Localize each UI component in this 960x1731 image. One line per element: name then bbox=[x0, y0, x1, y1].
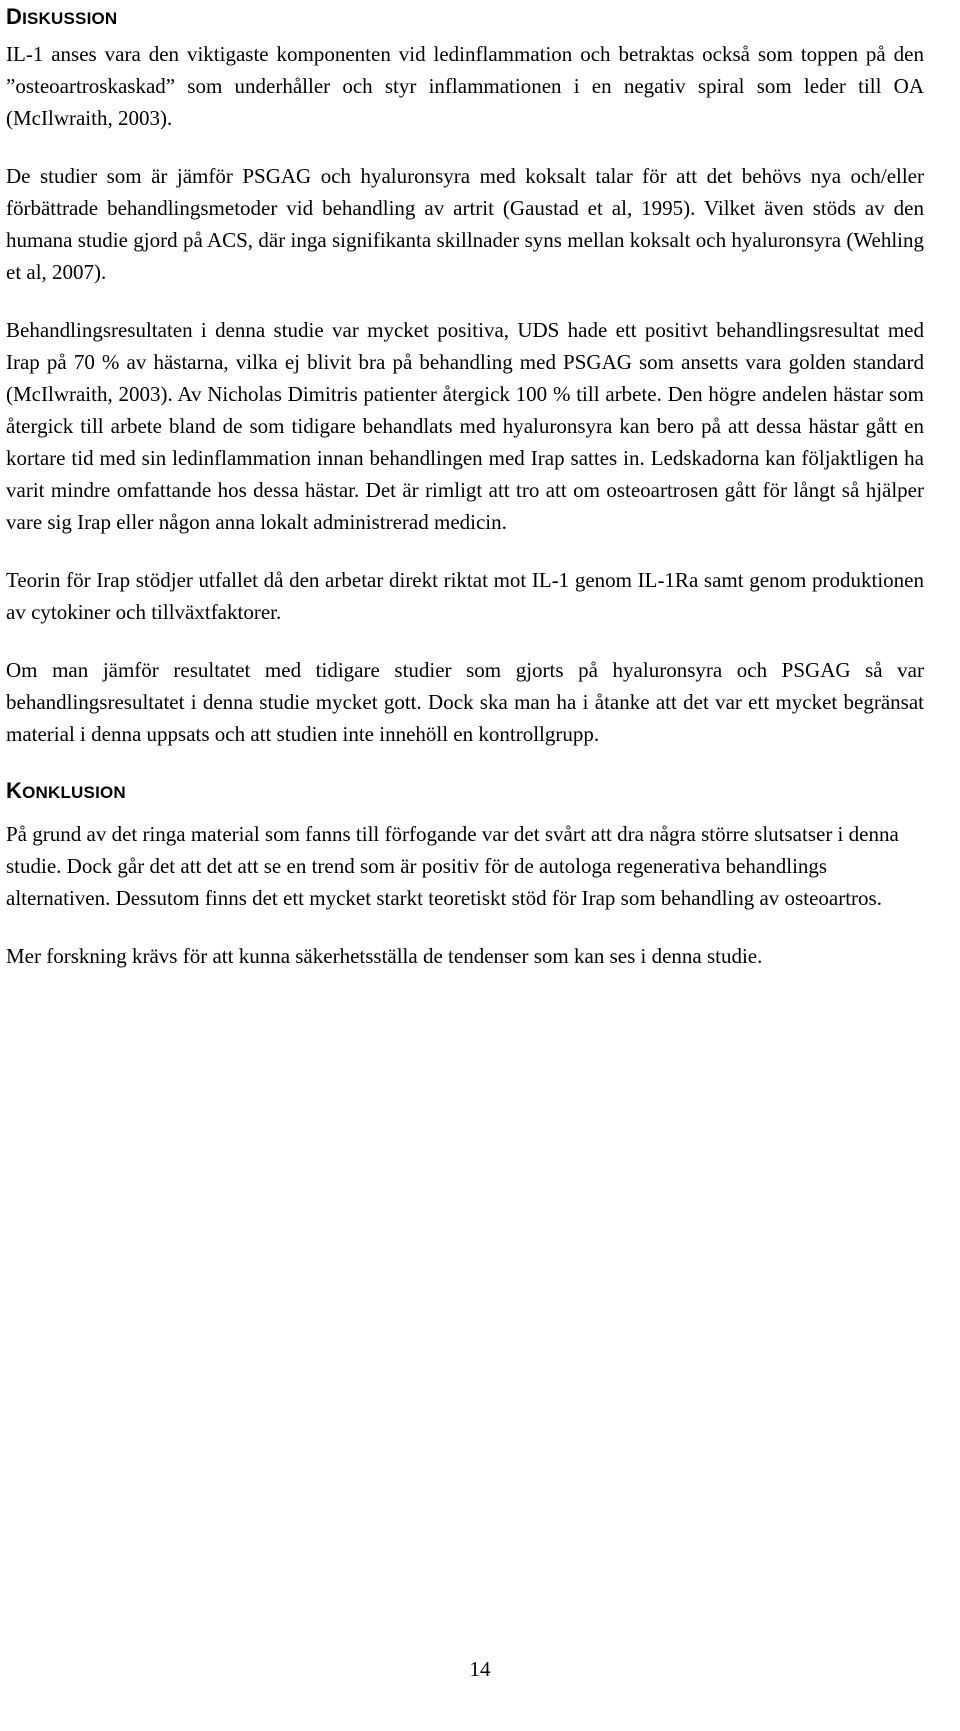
paragraph-forskning: Mer forskning krävs för att kunna säkerhetsställa de tendenser som kan ses i denna studie. bbox=[6, 944, 763, 968]
page-number: 14 bbox=[469, 1657, 491, 1681]
paragraph-il1: IL-1 anses vara den viktigaste komponenten vid ledinflammation och betraktas också som toppen på den ”osteoartroskaskad” som underhåller och styr inflammationen i en negativ spiral som leder till OA (McIlwraith, 2003). bbox=[6, 42, 924, 130]
paragraph-studier: De studier som är jämför PSGAG och hyaluronsyra med koksalt talar för att det behövs nya och/eller förbättrade behandlingsmetoder vid behandling av artrit (Gaustad et al, 1995). Vilket även stöds av den humana studie gjord på ACS, där inga signifikanta skillnader syns mellan koksalt och hyaluronsyra (Wehling et al, 2007). bbox=[6, 164, 924, 284]
section-heading-diskussion bbox=[6, 4, 924, 32]
paragraph-konklusion: På grund av det ringa material som fanns till förfogande var det svårt att dra några större slutsatser i denna studie. Dock går det att det att se en trend som är positiv för de autologa regenerativa behandlings alternativen. Dessutom finns det ett mycket starkt teoretiskt stöd för Irap som behandling av osteoartros. bbox=[6, 822, 899, 910]
heading-initial: D bbox=[6, 4, 23, 29]
heading-rest: ONKLUSION bbox=[22, 783, 126, 802]
paragraph-teorin: Teorin för Irap stödjer utfallet då den arbetar direkt riktat mot IL-1 genom IL-1Ra samt genom produktionen av cytokiner och tillväxtfaktorer. bbox=[6, 568, 924, 624]
heading-initial: K bbox=[6, 778, 23, 803]
paragraph-jamforelse: Om man jämför resultatet med tidigare studier som gjorts på hyaluronsyra och PSGAG så var behandlingsresultatet i denna studie mycket gott. Dock ska man ha i åtanke att det var ett mycket begränsat material i denna uppsats och att studien inte innehöll en kontrollgrupp. bbox=[6, 658, 924, 746]
heading-rest: ISKUSSION bbox=[22, 9, 118, 28]
paragraph-behandlingsresultat: Behandlingsresultaten i denna studie var mycket positiva, UDS hade ett positivt behandlingsresultat med Irap på 70 % av hästarna, vilka ej blivit bra på behandling med PSGAG som ansetts vara golden standard (McIlwraith, 2003). Av Nicholas Dimitris patienter återgick 100 % till arbete. Den högre andelen hästar som återgick till arbete bland de som tidigare behandlats med hyaluronsyra kan bero på att dessa hästar gått en kortare tid med sin ledinflammation innan behandlingen med Irap sattes in. Ledskadorna kan följaktligen ha varit mindre omfattande hos dessa hästar. Det är rimligt att tro att om osteoartrosen gått för långt så hjälper vare sig Irap eller någon anna lokalt administrerad medicin. bbox=[6, 318, 924, 534]
document-body bbox=[6, 4, 924, 972]
section-heading-konklusion bbox=[6, 778, 924, 806]
